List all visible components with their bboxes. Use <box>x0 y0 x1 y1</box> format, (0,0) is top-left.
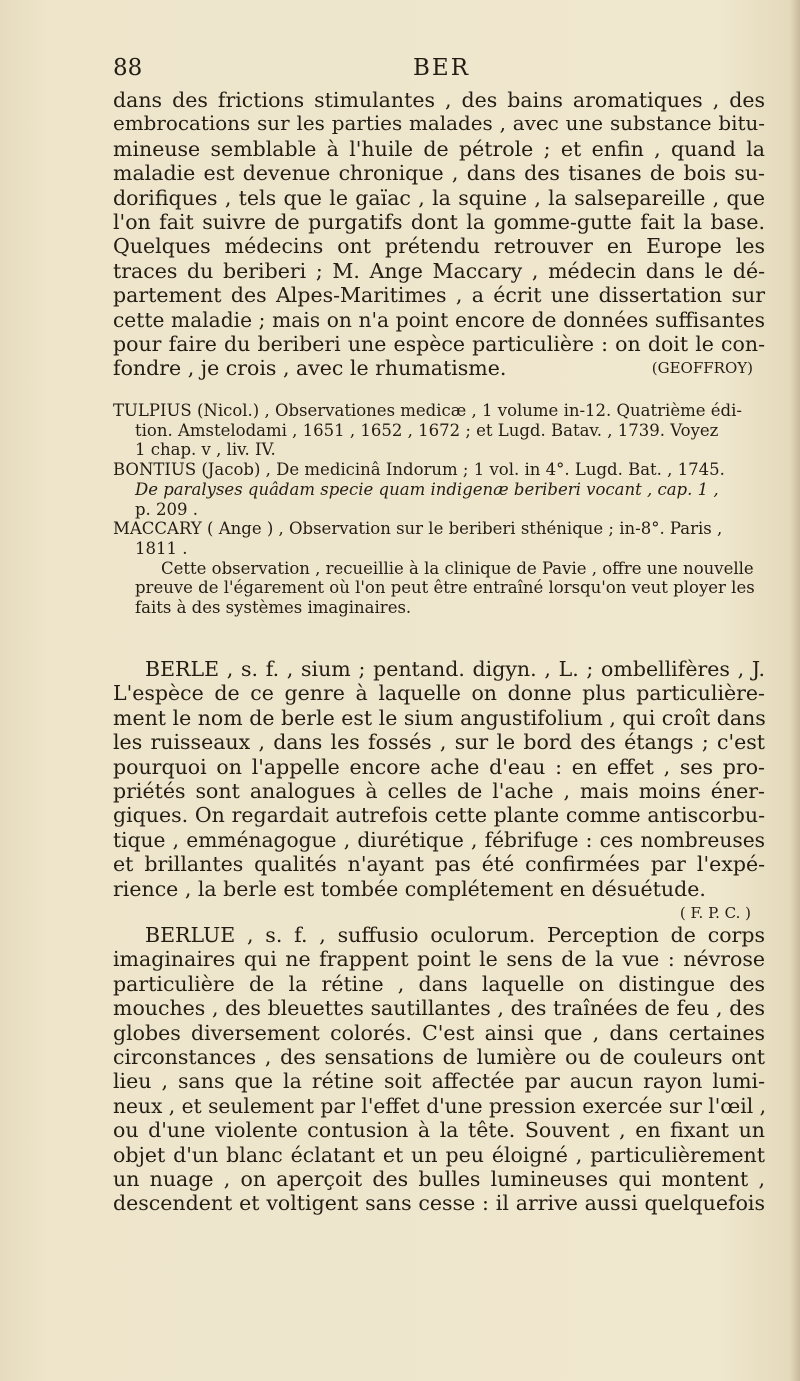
bib-comment-line: Cette observation , recueillie à la clinique de Pavie , offre une nouvelle <box>161 558 754 578</box>
text-line: ment le nom de berle est le sium angustifolium , qui croît dans <box>113 705 766 730</box>
text-line: neux , et seulement par l'effet d'une pression exercée sur l'œil , <box>113 1093 766 1118</box>
last-line-text: fondre , je crois , avec le rhumatisme. <box>113 356 507 381</box>
text-line: lieu , sans que la rétine soit affectée par aucun rayon lumi- <box>113 1069 765 1094</box>
bib-line: TULPIUS (Nicol.) , Observationes medicæ , 1 volume in-12. Quatrième édi- <box>113 401 742 420</box>
text-line: mouches , des bleuettes sautillantes , des traînées de feu , des <box>113 996 765 1021</box>
bibliography <box>113 401 765 618</box>
entry-headword-line: BERLUE , s. f. , suffusio oculorum. Perception de corps <box>145 923 765 947</box>
text-line: circonstances , des sensations de lumière ou de couleurs ont <box>113 1045 765 1070</box>
text-line: un nuage , on aperçoit des bulles lumineuses qui montent , <box>113 1167 765 1192</box>
text-line: et brillantes qualités n'ayant pas été confirmées par l'expé- <box>113 852 765 877</box>
bib-comment-line: faits à des systèmes imaginaires. <box>135 598 412 618</box>
article-continuation <box>113 88 765 381</box>
text-line: cette maladie ; mais on n'a point encore de données suffisantes <box>113 307 765 332</box>
text-line-last <box>113 356 765 380</box>
bib-line: BONTIUS (Jacob) , De medicinâ Indorum ; 1 vol. in 4°. Lugd. Bat. , 1745. <box>113 460 725 480</box>
text-line: priétés sont analogues à celles de l'ache , mais moins éner- <box>113 779 765 804</box>
text-line: Quelques médecins ont prétendu retrouver en Europe les <box>113 234 765 259</box>
text-line: imaginaires qui ne frappent point le sens de la vue : névrose <box>113 947 765 972</box>
text-line: pourquoi on l'appelle encore ache d'eau : en effet , ses pro- <box>113 754 765 779</box>
text-line: globes diversement colorés. C'est ainsi que , dans certaines <box>113 1020 765 1045</box>
text-line: tique , emménagogue , diurétique , fébrifuge : ces nombreuses <box>113 827 765 852</box>
bib-line: 1 chap. v , liv. IV. <box>135 440 276 460</box>
text-line: L'espèce de ce genre à laquelle on donne plus particulière- <box>113 681 765 706</box>
page-number: 88 <box>113 55 143 81</box>
text-line: dans des frictions stimulantes , des bains aromatiques , des <box>113 88 765 112</box>
bib-line: p. 209 . <box>135 499 199 519</box>
text-line: embrocations sur les parties malades , avec une substance bitu- <box>113 112 765 136</box>
page-header <box>113 55 765 85</box>
text-line: l'on fait suivre de purgatifs dont la gomme-gutte fait la base. <box>113 210 765 235</box>
page-edge-shadow <box>790 0 800 1381</box>
entry-berlue <box>113 923 765 1216</box>
bib-line: De paralyses quâdam specie quam indigenæ beriberi vocant , cap. 1 , <box>135 479 719 499</box>
text-line: descendent et voltigent sans cesse : il arrive aussi quelquefois <box>113 1191 765 1216</box>
bib-comment-line: preuve de l'égarement où l'on peut être entraîné lorsqu'on veut ployer les <box>135 578 755 598</box>
text-line: pour faire du beriberi une espèce particulière : on doit le con- <box>113 332 765 357</box>
bib-line: 1811 . <box>135 538 188 558</box>
author-signature: (GEOFFROY) <box>651 359 753 378</box>
text-line: objet d'un blanc éclatant et un peu éloigné , particulièrement <box>113 1142 765 1167</box>
text-line: maladie est devenue chronique , dans des tisanes de bois su- <box>113 161 765 186</box>
author-signature: ( F. P. C. ) <box>679 904 751 923</box>
text-line: particulière de la rétine , dans laquelle on distingue des <box>113 971 765 996</box>
text-line: ou d'une violente contusion à la tête. Souvent , en fixant un <box>113 1118 765 1143</box>
bib-line: MACCARY ( Ange ) , Observation sur le beriberi sthénique ; in-8°. Paris , <box>113 519 723 539</box>
entry-berle <box>113 657 765 925</box>
entry-headword-line: BERLE , s. f. , sium ; pentand. digyn. , L. ; ombellifères , J. <box>145 657 765 681</box>
text-line: partement des Alpes-Maritimes , a écrit une dissertation sur <box>113 283 765 308</box>
text-line: les ruisseaux , dans les fossés , sur le bord des étangs ; c'est <box>113 730 765 755</box>
text-line: mineuse semblable à l'huile de pétrole ; et enfin , quand la <box>113 136 765 161</box>
running-head: BER <box>413 55 471 81</box>
text-line: traces du beriberi ; M. Ange Maccary , médecin dans le dé- <box>113 258 765 283</box>
text-line: giques. On regardait autrefois cette plante comme antiscorbu- <box>113 803 765 828</box>
text-line: dorifiques , tels que le gaïac , la squine , la salsepareille , que <box>113 185 765 210</box>
bib-line: tion. Amstelodami , 1651 , 1652 , 1672 ; et Lugd. Batav. , 1739. Voyez <box>135 420 719 440</box>
text-line-last: rience , la berle est tombée complétement en désuétude. <box>113 876 706 901</box>
